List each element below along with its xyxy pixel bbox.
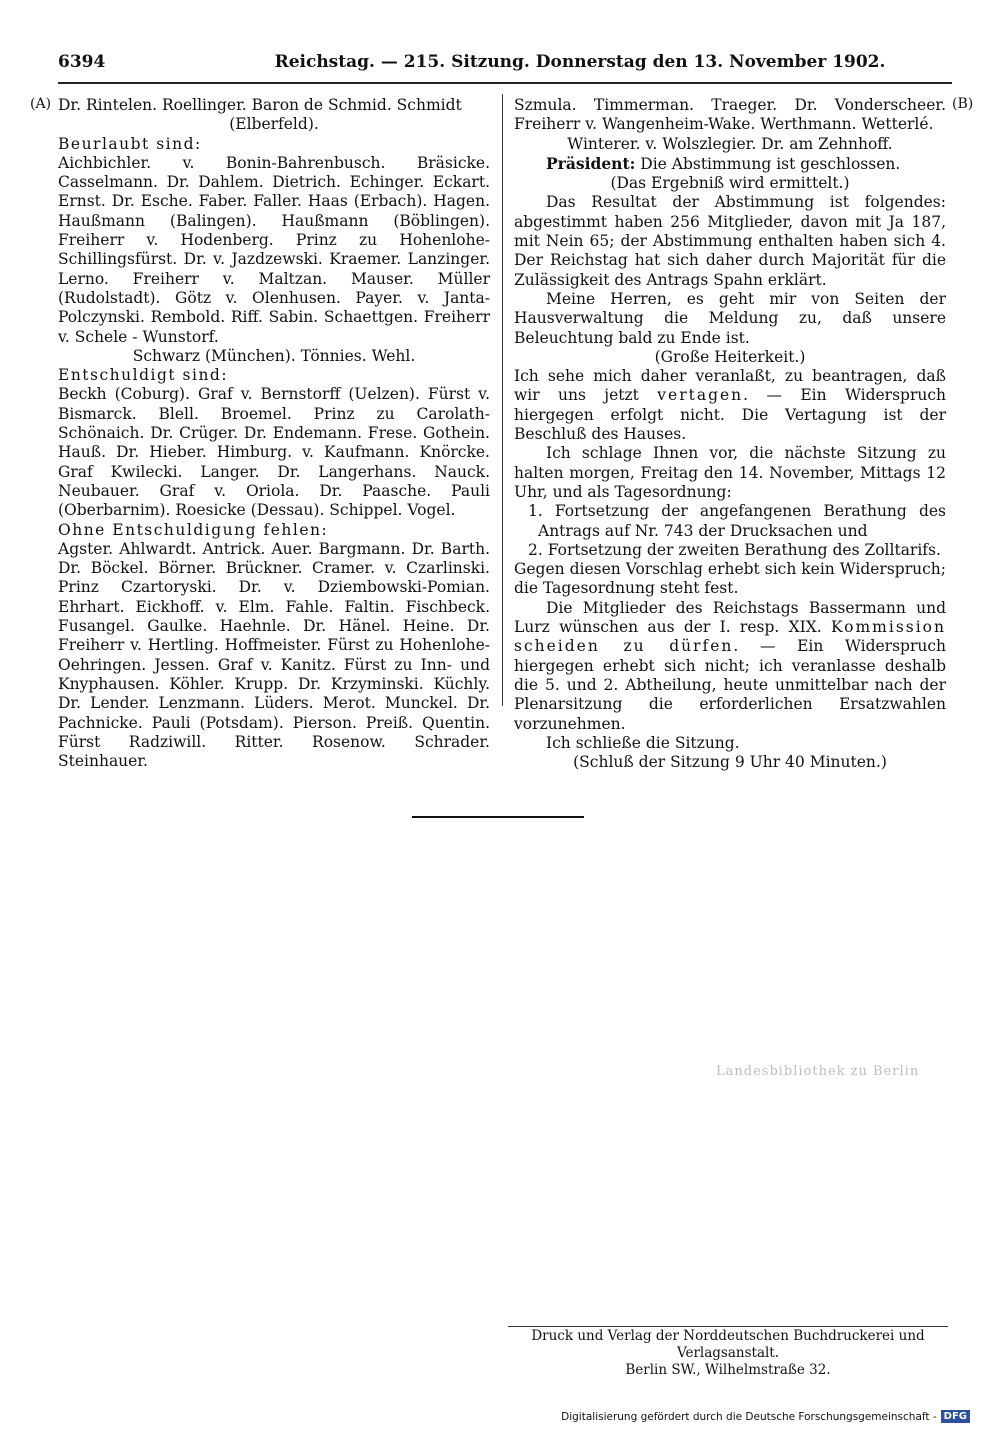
footer-text: Digitalisierung gefördert durch die Deutsche Forschungsgemeinschaft - [561, 1410, 937, 1423]
spaced-text: Kommission [830, 618, 946, 637]
section-heading-ohne-entschuldigung: Ohne Entschuldigung fehlen: [58, 520, 329, 539]
imprint-line: Berlin SW., Wilhelmstraße 32. [625, 1362, 831, 1378]
digitization-footer [560, 1410, 970, 1423]
header-rule [58, 82, 952, 84]
speaker-label: Präsident: [546, 153, 636, 173]
name-list-continued: Szmula. Timmerman. Traeger. Dr. Vonderscheer. Freiherr v. Wangenheim-Wake. Werthmann. Wetterlé. [514, 96, 946, 134]
stage-note: (Das Ergebniß wird ermittelt.) [610, 174, 850, 193]
column-divider [502, 94, 503, 706]
name-list-line: Dr. Rintelen. Roellinger. Baron de Schmid. Schmidt [58, 96, 462, 114]
name-list-end: Winterer. v. Wolszlegier. Dr. am Zehnhoff. [567, 134, 893, 153]
paragraph-agreed: Gegen diesen Vorschlag erhebt sich kein Widerspruch; die Tagesordnung steht fest. [514, 560, 946, 598]
paragraph-close: Ich schließe die Sitzung. [546, 733, 740, 752]
text-run: Die Mitglieder des Reichstags Bassermann und Lurz wünschen aus der I. resp. XIX. [514, 598, 946, 637]
faint-stamp: Landesbibliothek zu Berlin [716, 1064, 920, 1079]
agenda-item: 1. Fortsetzung der angefangenen Berathung des Antrags auf Nr. 743 der Drucksachen und [528, 502, 946, 540]
end-rule [412, 816, 584, 818]
paragraph-next-session: Ich schlage Ihnen vor, die nächste Sitzung zu halten morgen, Freitag den 14. November, Mittags 12 Uhr, und als Tagesordnung: [514, 444, 946, 501]
agenda-item: 2. Fortsetzung der zweiten Berathung des Zolltarifs. [528, 540, 941, 559]
text-run: . — Ein Widerspruch hiergegen erhebt sich nicht; ich veranlasse deshalb die 5. und 2. Abtheilung, heute unmittelbar nach der Plenarsitzung die erforderlichen Ersatzwahlen vorzunehmen. [514, 637, 946, 733]
margin-mark-a: (A) [30, 96, 52, 112]
name-list-line: (Elberfeld). [229, 115, 319, 134]
paragraph-lighting: Meine Herren, es geht mir von Seiten der Hausverwaltung die Meldung zu, daß unsere Beleuchtung bald zu Ende ist. [514, 289, 946, 347]
imprint-line: Druck und Verlag der Norddeutschen Buchdruckerei und Verlagsanstalt. [531, 1328, 925, 1361]
running-title: Reichstag. — 215. Sitzung. Donnerstag den 13. November 1902. [274, 52, 886, 72]
text-run: Ich sehe mich daher veranlaßt, zu beantragen, daß wir uns jetzt [514, 367, 946, 405]
spaced-text: scheiden zu dürfen [514, 637, 734, 656]
agenda-list [514, 502, 946, 560]
imprint [508, 1328, 948, 1379]
text-run: . — Ein Widerspruch hiergegen erfolgt nicht. Die Vertagung ist der Beschluß des Hauses. [514, 386, 946, 444]
imprint-rule [508, 1326, 948, 1327]
left-column [58, 96, 490, 771]
paragraph-members [514, 599, 946, 734]
beurlaubt-list: Aichbichler. v. Bonin-Bahrenbusch. Bräsicke. Casselmann. Dr. Dahlem. Dietrich. Echinger. Eckart. Ernst. Dr. Esche. Faber. Faller. Haas (Erbach). Hagen. Haußmann (Balingen). Haußmann (Böblingen). Freiherr v. Hodenberg. Prinz zu Hohenlohe-Schillingsfürst. Dr. v. Jazdzewski. Kraemer. Lanzinger. Lerno. Freiherr v. Maltzan. Mauser. Müller (Rudolstadt). Götz v. Olenhusen. Payer. v. Janta-Polczynski. Rembold. Riff. Sabin. Schaettgen. Freiherr v. Schele - Wunstorf. [58, 153, 490, 346]
paragraph-adjourn [514, 367, 946, 444]
entschuldigt-list: Beckh (Coburg). Graf v. Bernstorff (Uelzen). Fürst v. Bismarck. Blell. Broemel. Prinz zu Carolath-Schönaich. Dr. Crüger. Dr. Endemann. Frese. Gothein. Hauß. Dr. Hieber. Himburg. v. Kaufmann. Knörcke. Graf Kwilecki. Langer. Dr. Langerhans. Nauck. Neubauer. Graf v. Oriola. Dr. Paasche. Pauli (Oberbarnim). Roesicke (Dessau). Schippel. Vogel. [58, 385, 490, 520]
speaker-text: Die Abstimmung ist geschlossen. [635, 154, 901, 173]
beurlaubt-list-end: Schwarz (München). Tönnies. Wehl. [132, 346, 416, 365]
ohne-entschuldigung-list: Agster. Ahlwardt. Antrick. Auer. Bargmann. Dr. Barth. Dr. Böckel. Börner. Brückner. Cramer. v. Czarlinski. Prinz Czartoryski. Dr. v. Dziembowski-Pomian. Ehrhart. Eickhoff. v. Elm. Fahle. Faltin. Fischbeck. Fusangel. Gaulke. Haehnle. Dr. Hänel. Heine. Dr. Freiherr v. Hertling. Hoffmeister. Fürst zu Hohenlohe-Oehringen. Jessen. Graf v. Kanitz. Fürst zu Inn- und Knyphausen. Köhler. Krupp. Dr. Krzyminski. Küchly. Dr. Lender. Lenzmann. Lüders. Merot. Munckel. Dr. Pachnicke. Pauli (Potsdam). Pierson. Preiß. Quentin. Fürst Radziwill. Ritter. Rosenow. Schrader. Steinhauer. [58, 539, 490, 771]
dfg-logo-icon: DFG [941, 1410, 970, 1423]
stage-note: (Schluß der Sitzung 9 Uhr 40 Minuten.) [573, 753, 887, 772]
running-header [58, 48, 952, 76]
stage-note: (Große Heiterkeit.) [654, 347, 806, 366]
president-statement [514, 154, 946, 174]
margin-mark-b: (B) [952, 96, 974, 112]
right-column [514, 96, 946, 772]
page-number: 6394 [58, 52, 106, 72]
section-heading-entschuldigt: Entschuldigt sind: [58, 366, 229, 385]
section-heading-beurlaubt: Beurlaubt sind: [58, 134, 202, 153]
paragraph-result: Das Resultat der Abstimmung ist folgendes: abgestimmt haben 256 Mitglieder, davon mit Ja 187, mit Nein 65; der Abstimmung enthalten haben sich 4. Der Reichstag hat sich daher durch Majorität für die Zulässigkeit des Antrags Spahn erklärt. [514, 193, 946, 289]
spaced-text: vertagen [657, 386, 744, 405]
